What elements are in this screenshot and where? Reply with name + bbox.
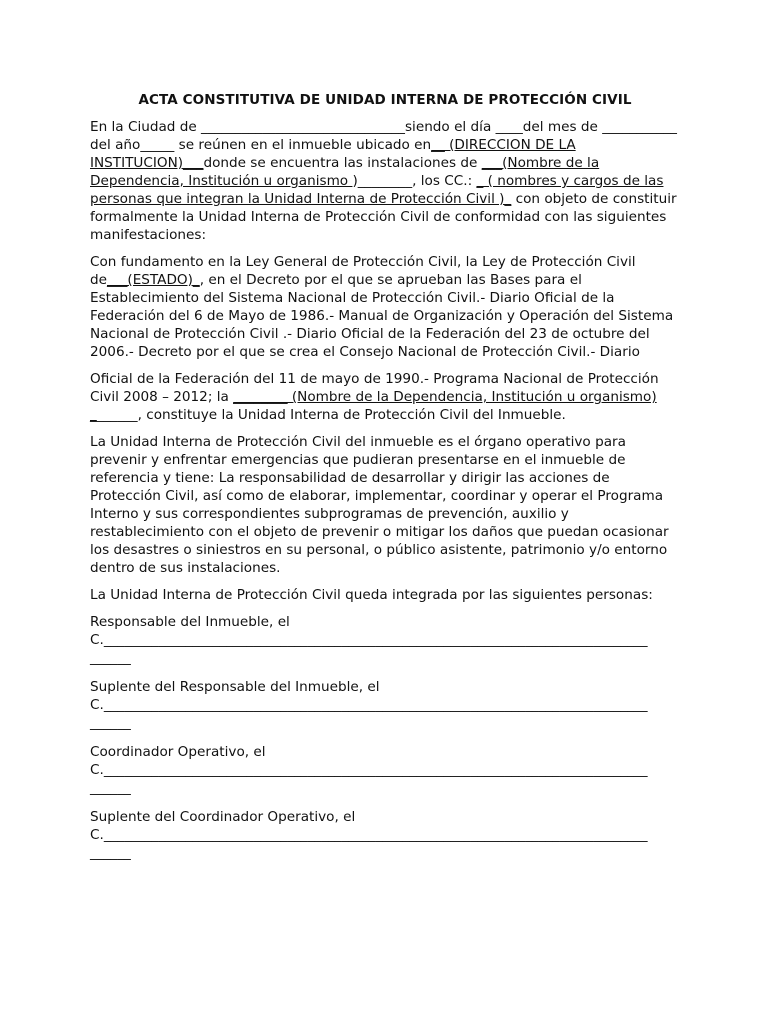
opening-text-2: donde se encuentra las instalaciones de bbox=[203, 155, 482, 171]
constitution-paragraph bbox=[90, 370, 680, 424]
signatory-block bbox=[90, 743, 680, 797]
constitution-text-1: Oficial de la Federación del 11 de mayo de 1990.- Programa Nacional de Protección Civil 2008 – 2012; la bbox=[90, 371, 659, 405]
state-placeholder: ___(ESTADO)_ bbox=[107, 272, 200, 288]
signature-line: C.________________________________________________________________________________ bbox=[90, 697, 648, 713]
opening-text-1: En la Ciudad de ______________________________siendo el día ____del mes de ___________ del año_____ se reúnen en el inmueble ubicado en bbox=[90, 119, 677, 153]
opening-text-4: con objeto de constituir formalmente la Unidad Interna de Protección Civil de conformidad con las siguientes manifestaciones: bbox=[90, 191, 677, 243]
signatory-block bbox=[90, 613, 680, 667]
legal-basis-text-1: Con fundamento en la Ley General de Protección Civil, la Ley de Protección Civil de bbox=[90, 254, 636, 288]
institution-address-placeholder: __ (DIRECCION DE LA INSTITUCION)___ bbox=[90, 137, 576, 171]
signatory-role: Responsable del Inmueble, el bbox=[90, 614, 290, 630]
signature-line-tail: ______ bbox=[90, 650, 131, 666]
signature-line: C.________________________________________________________________________________ bbox=[90, 632, 648, 648]
members-placeholder: _ ( nombres y cargos de las personas que integran la Unidad Interna de Protección Civil )_ bbox=[90, 173, 664, 207]
legal-basis-text-2: , en el Decreto por el que se aprueban las Bases para el Establecimiento del Sistema Nacional de Protección Civil.- Diario Oficial de la Federación del 6 de Mayo de 1986.- Manual de Organización y Operación del Sistema Nacional de Protección Civil .- Diario Oficial de la Federación del 23 de octubre del 2006.- Decreto por el que se crea el Consejo Nacional de Protección Civil.- Diario bbox=[90, 272, 674, 360]
document-title: ACTA CONSTITUTIVA DE UNIDAD INTERNA DE PROTECCIÓN CIVIL bbox=[138, 92, 632, 108]
signatory-role: Coordinador Operativo, el bbox=[90, 744, 266, 760]
signature-line-tail: ______ bbox=[90, 845, 131, 861]
signatory-block bbox=[90, 808, 680, 862]
opening-text-3: )________, los CC.: bbox=[352, 173, 477, 189]
signatory-block bbox=[90, 678, 680, 732]
constitution-text-2: ______, constituye la Unidad Interna de Protección Civil del Inmueble. bbox=[96, 407, 566, 423]
signature-line: C.________________________________________________________________________________ bbox=[90, 762, 648, 778]
dependency-name-placeholder-2: ________ (Nombre de la Dependencia, Institución u organismo) _ bbox=[90, 389, 657, 423]
opening-paragraph bbox=[90, 118, 680, 244]
signatory-role: Suplente del Coordinador Operativo, el bbox=[90, 809, 356, 825]
purpose-paragraph: La Unidad Interna de Protección Civil del inmueble es el órgano operativo para prevenir y enfrentar emergencias que pudieran presentarse en el inmueble de referencia y tiene: La responsabilidad de desarrollar y dirigir las acciones de Protección Civil, así como de elaborar, implementar, coordinar y operar el Programa Interno y sus correspondientes subprogramas de prevención, auxilio y restablecimiento con el objeto de prevenir o mitigar los daños que puedan ocasionar los desastres o siniestros en su personal, o público asistente, patrimonio y/o entorno dentro de sus instalaciones. bbox=[90, 434, 669, 576]
dependency-name-placeholder: ___(Nombre de la Dependencia, Institución u organismo bbox=[90, 155, 600, 189]
members-intro-paragraph: La Unidad Interna de Protección Civil queda integrada por las siguientes personas: bbox=[90, 587, 653, 603]
legal-basis-paragraph bbox=[90, 253, 680, 361]
signature-line-tail: ______ bbox=[90, 780, 131, 796]
signature-line: C.________________________________________________________________________________ bbox=[90, 827, 648, 843]
document-page bbox=[90, 92, 680, 873]
signatory-role: Suplente del Responsable del Inmueble, el bbox=[90, 679, 380, 695]
signature-line-tail: ______ bbox=[90, 715, 131, 731]
